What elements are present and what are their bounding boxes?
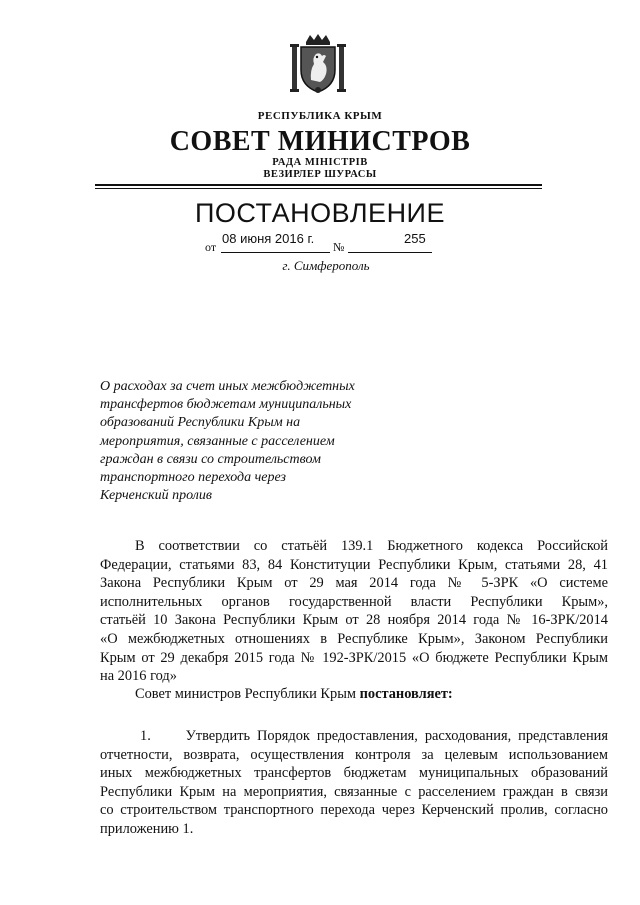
header-divider-thick	[95, 184, 542, 186]
item-line: Республики Крым на мероприятия, связанные с расселением граждан в связи	[100, 783, 608, 800]
council-name-tatar: ВЕЗИРЛЕР ШУРАСЫ	[263, 169, 377, 180]
document-date: 08 июня 2016 г.	[222, 231, 315, 246]
title-line: транспортного перехода через	[100, 470, 286, 486]
document-type: ПОСТАНОВЛЕНИЕ	[195, 198, 445, 228]
preamble-paragraph	[100, 537, 608, 686]
title-line: граждан в связи со строительством	[100, 451, 321, 467]
item-line: иных межбюджетных трансфертов бюджетам муниципальных образований	[100, 765, 608, 782]
title-line: образований Республики Крым на	[100, 415, 301, 431]
item-line: 1. Утвердить Порядок предоставления, расходования, представления	[140, 728, 608, 744]
document-number: 255	[404, 231, 426, 246]
resolves-text: Совет министров Республики Крым	[135, 686, 360, 702]
preamble-line: исполнительных органов государственной власти Республики Крым»,	[100, 593, 608, 610]
document-title	[100, 378, 410, 505]
preamble-line: В соответствии со статьёй 139.1 Бюджетного кодекса Российской	[135, 538, 608, 554]
preamble-line: Крым от 29 декабря 2015 года № 192-ЗРК/2015 «О бюджете Республики Крым	[100, 649, 608, 666]
preamble-line: Федерации, статьями 83, 84 Конституции Республики Крым, статьями 28, 41	[100, 556, 608, 573]
resolves-keyword: постановляет:	[359, 686, 453, 702]
council-name-ukrainian: РАДА МІНІСТРІВ	[272, 157, 368, 168]
title-line: мероприятия, связанные с расселением	[100, 433, 335, 449]
number-label: №	[333, 240, 345, 254]
item-line: приложению 1.	[100, 820, 194, 837]
coat-of-arms-emblem	[286, 32, 350, 96]
document-city: г. Симферополь	[282, 258, 370, 273]
preamble-line: на 2016 год»	[100, 668, 177, 685]
preamble-line: «О межбюджетных отношениях в Республике Крым», Законом Республики	[100, 630, 608, 647]
header-divider-thin	[95, 188, 542, 189]
republic-name: РЕСПУБЛИКА КРЫМ	[257, 110, 383, 122]
item-1-paragraph	[100, 727, 608, 839]
title-line: Керченский пролив	[100, 488, 212, 504]
number-underline	[348, 252, 432, 253]
resolves-paragraph	[135, 686, 605, 703]
council-name: СОВЕТ МИНИСТРОВ	[169, 126, 471, 157]
preamble-line: Закона Республики Крым от 29 мая 2014 года № 5-ЗРК «О системе	[100, 575, 608, 592]
title-line: О расходах за счет иных межбюджетных	[100, 379, 355, 394]
date-underline	[221, 252, 330, 253]
item-line: со строительством транспортного перехода через Керченский пролив, согласно	[100, 802, 608, 819]
item-line: отчетности, возврата, осуществления контроля за целевым использованием	[100, 746, 608, 763]
preamble-line: статьёй 10 Закона Республики Крым от 28 ноября 2014 года № 16-ЗРК/2014	[100, 612, 608, 629]
date-label: от	[205, 240, 217, 254]
title-line: трансфертов бюджетам муниципальных	[100, 397, 352, 413]
